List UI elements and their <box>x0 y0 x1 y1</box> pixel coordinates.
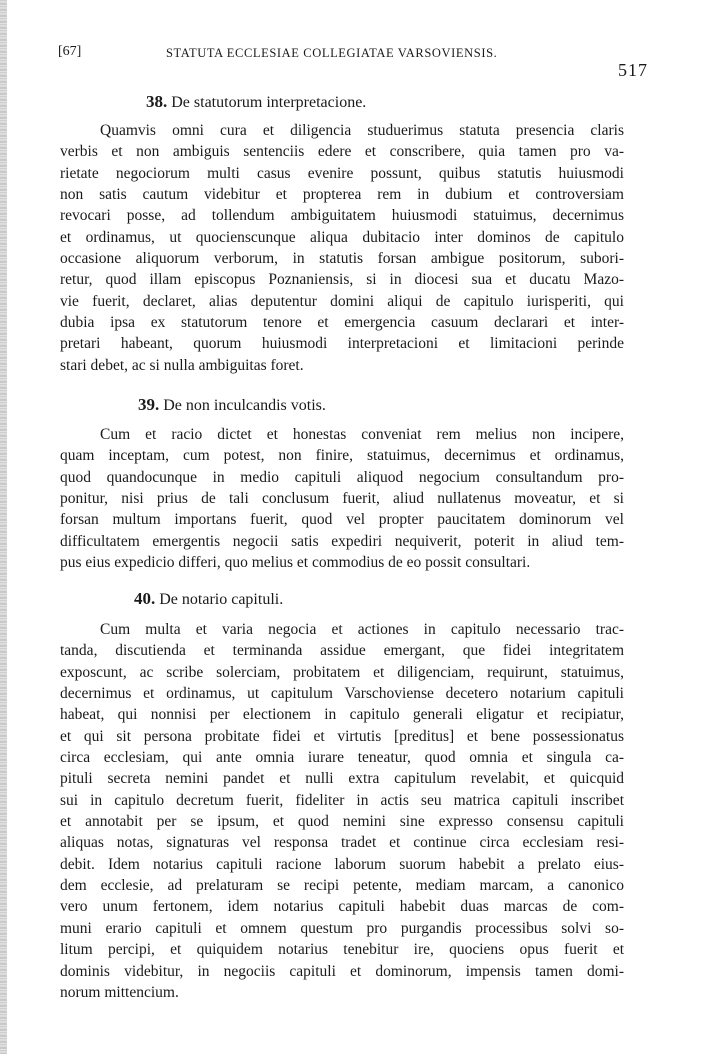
section-body-40 <box>60 619 624 1003</box>
section-title: De statutorum interpretacione. <box>171 94 367 111</box>
text-line: retur, quod illam episcopus Poznaniensis, si in diocesi sua et ducatu Mazo- <box>60 271 624 289</box>
text-line: pretari habeant, quorum huiusmodi interpretacioni et limitacioni perinde <box>60 335 624 353</box>
running-header <box>58 44 648 84</box>
text-line: quod quandocunque in medio capituli aliquod negocium consultandum pro- <box>60 468 624 486</box>
page-reference: [67] <box>58 44 82 59</box>
text-line: exposcunt, ac scribe solerciam, probitatem et diligenciam, requirunt, statuimus, <box>60 663 624 681</box>
text-line: circa ecclesiam, qui ante omnia iurare teneatur, quod omnia et singula ca- <box>60 749 624 767</box>
text-line: vero unum fertonem, idem notarius capituli habebit duas marcas de com- <box>60 898 624 916</box>
binding-edge <box>0 0 7 1054</box>
text-line: difficultatem emergentis negocii satis expediri nequiverit, poterit in aliud tem- <box>60 532 624 550</box>
section-heading-40 <box>134 589 283 609</box>
text-line: quam inceptam, cum potest, non finire, statuimus, decernimus et ordinamus, <box>60 447 624 465</box>
text-line: rietate negociorum multi casus evenire possunt, quibus statutis huiusmodi <box>60 164 624 182</box>
text-line: non satis cautum videbitur et propterea rem in dubium et controversiam <box>60 186 624 204</box>
text-line: litum percipi, et quiquidem notarius tenebitur ire, quociens opus fuerit et <box>60 941 624 959</box>
text-line: aliquas notas, signaturas vel responsa tradet et continue circa ecclesiam resi- <box>60 834 624 852</box>
text-line: debit. Idem notarius capituli racione laborum suorum habebit a prelato eius- <box>60 855 624 873</box>
section-number: 40. <box>134 589 156 608</box>
text-line: ponitur, nisi prius de tali conclusum fuerit, aliud nullatenus moveatur, et si <box>60 490 624 508</box>
section-number: 39. <box>138 395 160 414</box>
text-line: Cum et racio dictet et honestas conveniat rem melius non incipere, <box>100 426 624 443</box>
text-line: dominis videbitur, in negociis capituli et dominorum, impensis tamen domi- <box>60 962 624 980</box>
text-line: et annotabit per se ipsum, et quod nemini sine expresso consensu capituli <box>60 813 624 831</box>
text-line: stari debet, ac si nulla ambiguitas foret. <box>60 356 304 374</box>
text-line: tanda, discutienda et terminanda assidue emergant, que fidei integritatem <box>60 642 624 660</box>
text-line: dem ecclesie, ad prelaturam se recipi petente, mediam marcam, a canonico <box>60 877 624 895</box>
text-line: pituli secreta nemini pandet et nulli extra capitulum revelabit, et quicquid <box>60 770 624 788</box>
section-heading-38 <box>146 92 366 112</box>
section-title: De non inculcandis votis. <box>163 397 326 414</box>
text-line: occasione aliquorum verborum, in statutis forsan ambigue positorum, subori- <box>60 250 624 268</box>
section-title: De notario capituli. <box>159 591 284 608</box>
text-line: dubia ipsa ex statutorum tenore et emergencia casuum declarari et inter- <box>60 314 624 332</box>
text-line: norum mittencium. <box>60 983 179 1001</box>
page-number: 517 <box>618 60 648 80</box>
text-line: Cum multa et varia negocia et actiones in capitulo necessario trac- <box>100 621 624 638</box>
section-body-38 <box>60 120 624 376</box>
text-line: et ordinamus, ut quocienscunque aliqua dubitacio inter dominos de capitulo <box>60 228 624 246</box>
text-line: et qui sit persona probitate fidei et virtutis [preditus] et bene possessionatus <box>60 727 624 745</box>
text-line: Quamvis omni cura et diligencia studuerimus statuta presencia claris <box>100 122 624 139</box>
text-line: habeat, qui nonnisi per electionem in capitulo generali eligatur et recipiatur, <box>60 706 624 724</box>
text-line: verbis et non ambiguis sentenciis edere et conscribere, quia tamen pro va- <box>60 143 624 161</box>
text-line: pus eius expedicio differi, quo melius et commodius de eo possit consultari. <box>60 554 531 572</box>
text-line: vie fuerit, declaret, alias deputentur domini aliqui de capitulo iurisperiti, qui <box>60 292 624 310</box>
section-number: 38. <box>146 92 168 111</box>
section-body-39 <box>60 424 624 573</box>
text-line: revocari posse, ad tollendum ambiguitatem huiusmodi statuimus, decernimus <box>60 207 624 225</box>
text-line: sui in capitulo decretum fuerit, fideliter in actis seu matrica capituli inscribet <box>60 791 624 809</box>
text-line: decernimus et ordinamus, ut capitulum Varschoviense decetero notarium capituli <box>60 685 624 703</box>
section-heading-39 <box>138 395 326 415</box>
text-line: forsan multum importans fuerit, quod vel propter paucitatem dominorum vel <box>60 511 624 529</box>
running-title: STATUTA ECCLESIAE COLLEGIATAE VARSOVIENSIS. <box>166 46 498 60</box>
text-line: muni erario capituli et omnem questum pro purgandis processibus solvi so- <box>60 919 624 937</box>
